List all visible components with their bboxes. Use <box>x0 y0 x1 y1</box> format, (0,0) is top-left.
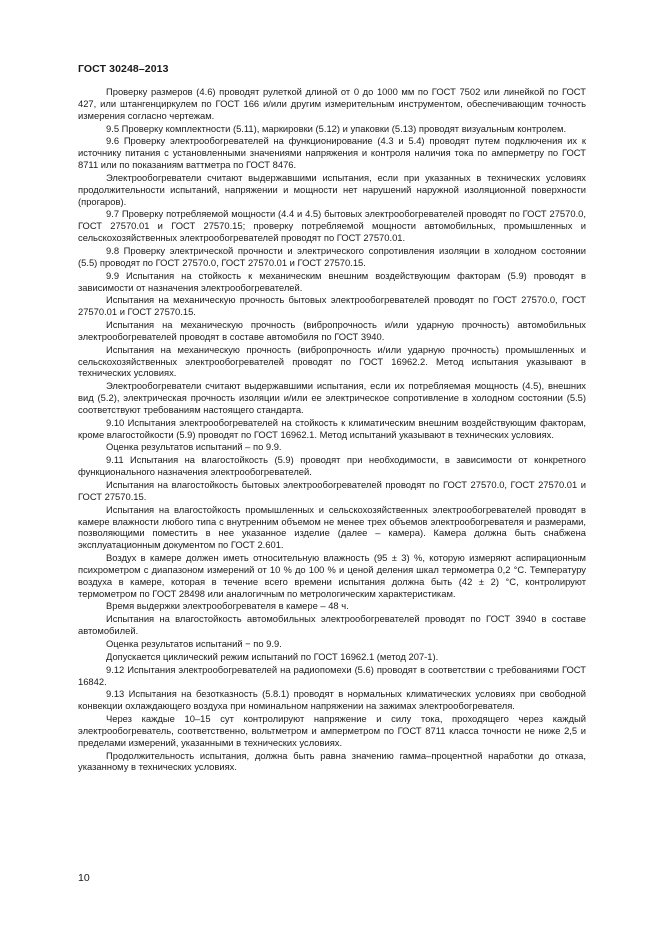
paragraph: 9.8 Проверку электрической прочности и электрического сопротивления изоляции в холодном состоянии (5.5) проводят по ГОСТ 27570.0, ГОСТ 27570.01 и ГОСТ 27570.15. <box>78 244 586 268</box>
paragraph: 9.7 Проверку потребляемой мощности (4.4 и 4.5) бытовых электрообогревателей проводят по ГОСТ 27570.0, ГОСТ 27570.01 и ГОСТ 27570.15; проверку потребляемой мощности автомобильных, промышленных и сельскохозяйственных электрообогревателей проводят по ГОСТ 27570.01. <box>78 208 586 244</box>
paragraph: Допускается циклический режим испытаний по ГОСТ 16962.1 (метод 207-1). <box>106 650 439 662</box>
paragraph: Время выдержки электрообогревателя в камере – 48 ч. <box>106 600 349 612</box>
paragraph: Электрообогреватели считают выдержавшими испытания, если их потребляемая мощность (4.5), внешних вид (5.2), электрическая прочность изоляции и/или ее электрическое сопротивление в холодном состоянии (5.5) соответствуют требованиям настоящего стандарта. <box>78 380 586 415</box>
paragraph: Испытания на влагостойкость бытовых электрообогревателей проводят по ГОСТ 27570.0, ГОСТ 27570.01 и ГОСТ 27570.15. <box>78 479 586 502</box>
paragraph: 9.6 Проверку электрообогревателей на функционирование (4.3 и 5.4) проводят путем подключения их к источнику питания с установленными значениями напряжения и контроля наличия тока по амперметру по ГОСТ 8711 или по показаниям ваттметра по ГОСТ 8476. <box>78 135 586 171</box>
paragraph: Электрообогреватели считают выдержавшими испытания, если при указанных в технических условиях продолжительности испытаний, напряжении и мощности нет нарушений наружной изоляционной поверхности (прогаров). <box>78 171 586 207</box>
paragraph: Испытания на влагостойкость автомобильных электрообогревателей проводят по ГОСТ 3940 в составе автомобилей. <box>78 613 586 637</box>
paragraph: 9.13 Испытания на безотказность (5.8.1) проводят в нормальных климатических условиях при свободной конвекции охлаждающего воздуха при номинальном напряжении на зажимах электрообогревателя. <box>78 688 586 712</box>
paragraph: Продолжительность испытания, должна быть равна значению гамма–процентной наработки до отказа, указанному в технических условиях. <box>78 749 586 773</box>
paragraph: Проверку размеров (4.6) проводят рулеткой длиной от 0 до 1000 мм по ГОСТ 7502 или линейкой по ГОСТ 427, или штангенциркулем по ГОСТ 166 и/или другим измерительным инструментом, обеспечивающим точность измерения согласно чертежам. <box>78 86 586 121</box>
paragraph: Оценка результатов испытаний – по 9.9. <box>106 441 282 453</box>
page-body <box>78 86 586 773</box>
paragraph: 9.10 Испытания электрообогревателей на стойкость к климатическим внешним воздействующим факторам, кроме влагостойкости (5.9) проводят по ГОСТ 16962.1. Метод испытаний указывают в технических условиях. <box>78 416 586 440</box>
paragraph: 9.11 Испытания на влагостойкость (5.9) проводят при необходимости, в зависимости от конкретного функционального назначения электрообогревателей. <box>78 454 586 478</box>
paragraph: Оценка результатов испытаний − по 9.9. <box>106 637 282 649</box>
paragraph: 9.12 Испытания электрообогревателей на радиопомехи (5.6) проводят в соответствии с требованиями ГОСТ 16842. <box>78 663 586 687</box>
paragraph: Воздух в камере должен иметь относительную влажность (95 ± 3) %, которую измеряют аспирационным психрометром с диапазоном измерений от 10 % до 100 % и ценой деления шкал термометра 0,2 °С. Температуру воздуха в камере, которая в течение всего времени испытания должна быть (42 ± 2) °С, контролируют термометром по ГОСТ 28498 или аналогичным по метрологическим характеристикам. <box>78 552 586 599</box>
paragraph: Испытания на влагостойкость промышленных и сельскохозяйственных электрообогревателей проводят в камере влажности любого типа с внутренним объемом не менее трех объемов электрообогревателя и размерами, позволяющими поместить в нее указанное изделие (далее – камера). Камера должна быть снабжена эксплуатационным документом по ГОСТ 2.601. <box>78 503 586 551</box>
paragraph: Испытания на механическую прочность (вибропрочность и/или ударную прочность) промышленных и сельскохозяйственных электрообогревателей проводят по ГОСТ 16962.2. Метод испытания указывают в технических условиях. <box>78 343 586 379</box>
paragraph: Испытания на механическую прочность (вибропрочность и/или ударную прочность) автомобильных электрообогревателей проводят в составе автомобиля по ГОСТ 3940. <box>78 319 586 342</box>
paragraph: 9.9 Испытания на стойкость к механическим внешним воздействующим факторам (5.9) проводят в зависимости от назначения электрообогревателей. <box>78 269 586 293</box>
paragraph: Испытания на механическую прочность бытовых электрообогревателей проводят по ГОСТ 27570.0, ГОСТ 27570.01 и ГОСТ 27570.15. <box>78 294 586 318</box>
page-number: 10 <box>78 872 90 884</box>
paragraph: 9.5 Проверку комплектности (5.11), маркировки (5.12) и упаковки (5.13) проводят визуальным контролем. <box>106 122 567 134</box>
page-header: ГОСТ 30248–2013 <box>78 63 169 75</box>
paragraph: Через каждые 10–15 сут контролируют напряжение и силу тока, проходящего через каждый электрообогреватель, соответственно, вольтметром и амперметром по ГОСТ 8711 класса точности не ниже 2,5 и пределами измерений, указанными в технических условиях. <box>78 713 586 748</box>
